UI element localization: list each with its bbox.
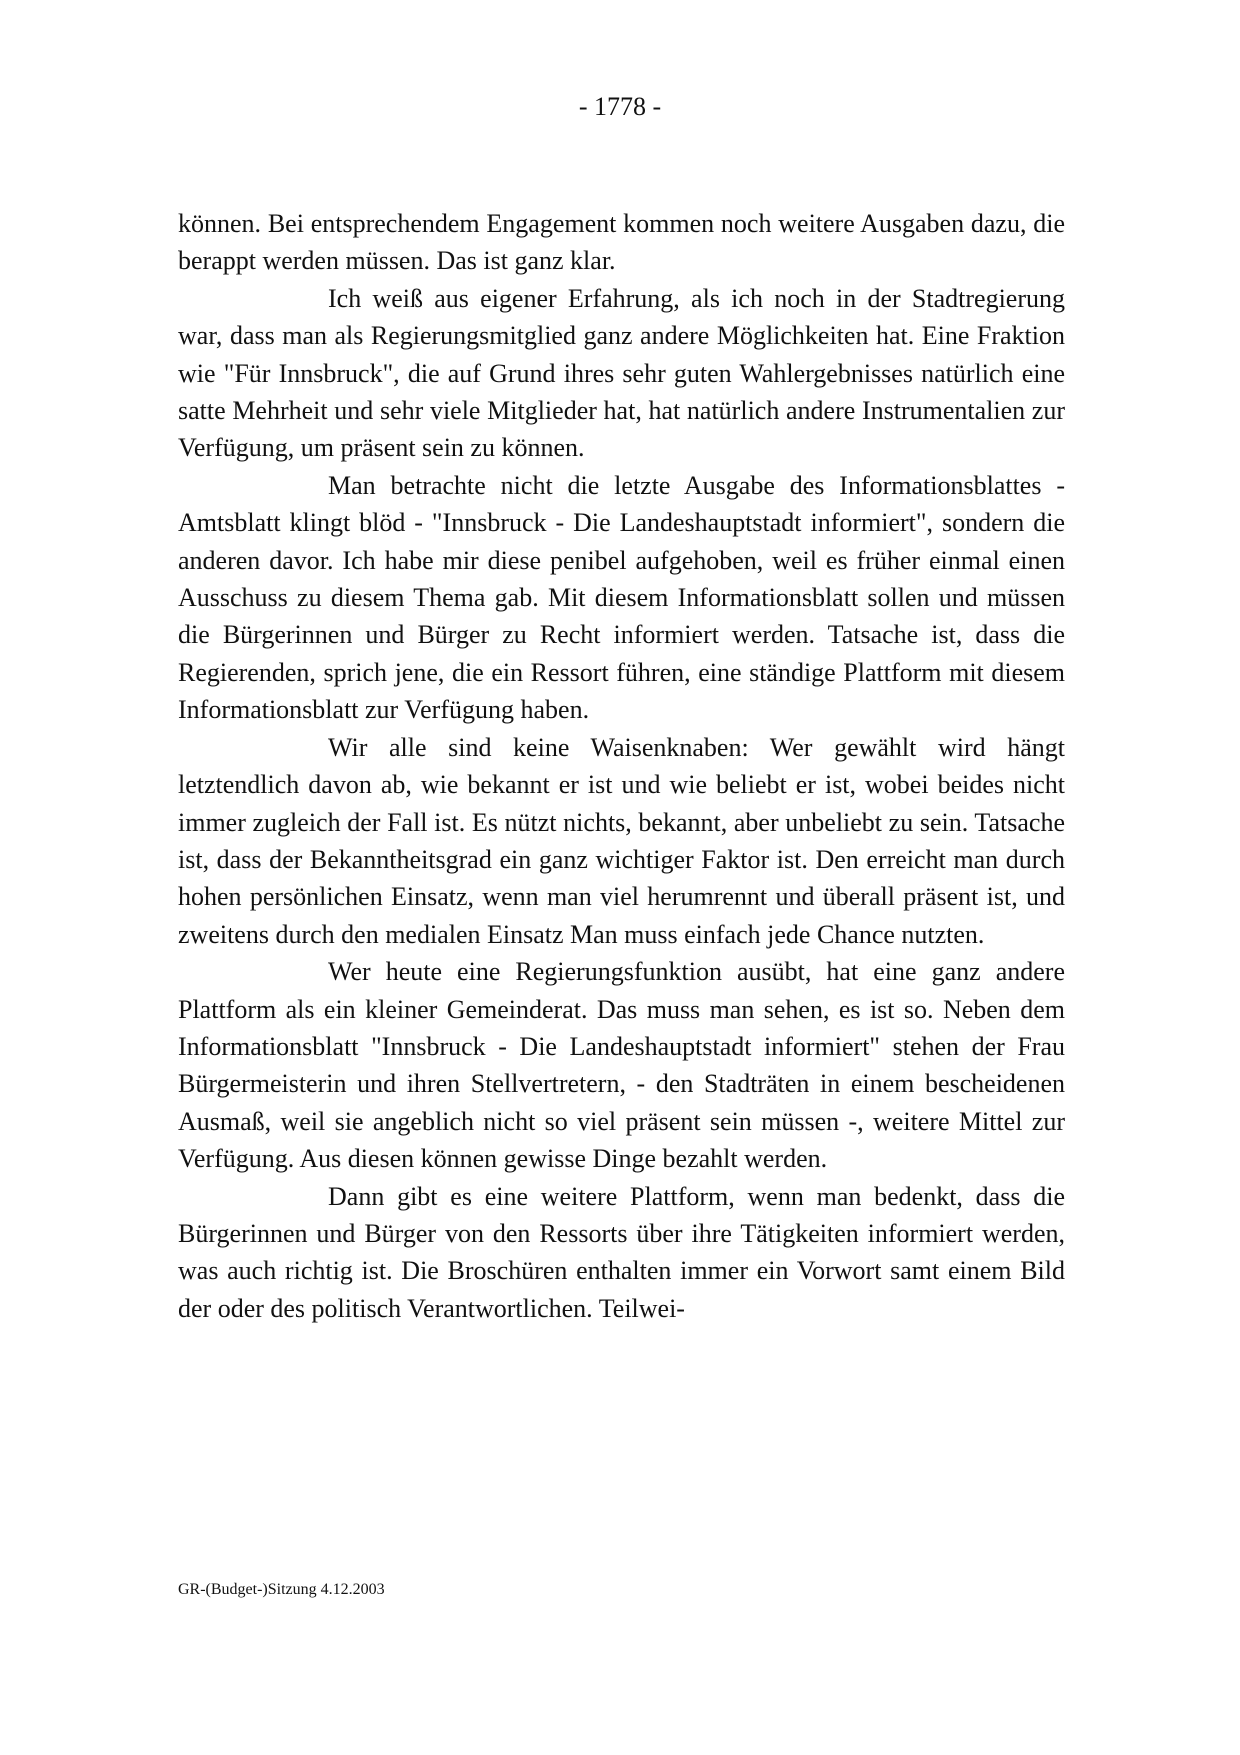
paragraph: Man betrachte nicht die letzte Ausgabe des Informationsblattes - Amtsblatt klingt blöd - "Innsbruck - Die Landeshauptstadt informiert", sondern die anderen davor. Ich habe mir diese penibel aufgehoben, weil es früher einmal einen Ausschuss zu diesem Thema gab. Mit diesem Informationsblatt sollen und müssen die Bürgerinnen und Bürger zu Recht informiert werden. Tatsache ist, dass die Regierenden, sprich jene, die ein Ressort führen, eine ständige Plattform mit diesem Informationsblatt zur Verfügung haben. bbox=[178, 470, 1065, 725]
page-number: - 1778 - bbox=[578, 92, 662, 121]
paragraph: Wir alle sind keine Waisenknaben: Wer gewählt wird hängt letztendlich davon ab, wie bekannt er ist und wie beliebt er ist, wobei beides nicht immer zugleich der Fall ist. Es nützt nichts, bekannt, aber unbeliebt zu sein. Tatsache ist, dass der Bekanntheitsgrad ein ganz wichtiger Faktor ist. Den erreicht man durch hohen persönlichen Einsatz, wenn man viel herumrennt und überall präsent ist, und zweitens durch den medialen Einsatz Man muss einfach jede Chance nutzten. bbox=[178, 732, 1065, 949]
paragraph: können. Bei entsprechendem Engagement kommen noch weitere Ausgaben dazu, die berappt werden müssen. Das ist ganz klar. bbox=[178, 209, 1065, 276]
paragraph: Ich weiß aus eigener Erfahrung, als ich noch in der Stadtregierung war, dass man als Regierungsmitglied ganz andere Möglichkeiten hat. Eine Fraktion wie "Für Innsbruck", die auf Grund ihres sehr guten Wahlergebnisses natürlich eine satte Mehrheit und sehr viele Mitglieder hat, hat natürlich andere Instrumentalien zur Verfügung, um präsent sein zu können. bbox=[178, 283, 1065, 463]
footer-session: GR-(Budget-)Sitzung 4.12.2003 bbox=[178, 1581, 385, 1598]
paragraph: Wer heute eine Regierungsfunktion ausübt, hat eine ganz andere Plattform als ein kleiner Gemeinderat. Das muss man sehen, es ist so. Neben dem Informationsblatt "Innsbruck - Die Landeshauptstadt informiert" stehen der Frau Bürgermeisterin und ihren Stellvertretern, - den Stadträten in einem bescheidenen Ausmaß, weil sie angeblich nicht so viel präsent sein müssen -, weitere Mittel zur Verfügung. Aus diesen können gewisse Dinge bezahlt werden. bbox=[178, 957, 1065, 1174]
body-text bbox=[178, 205, 1065, 1327]
paragraph: Dann gibt es eine weitere Plattform, wenn man bedenkt, dass die Bürgerinnen und Bürger von den Ressorts über ihre Tätigkeiten informiert werden, was auch richtig ist. Die Broschüren enthalten immer ein Vorwort samt einem Bild der oder des politisch Verantwortlichen. Teilwei- bbox=[178, 1181, 1065, 1323]
